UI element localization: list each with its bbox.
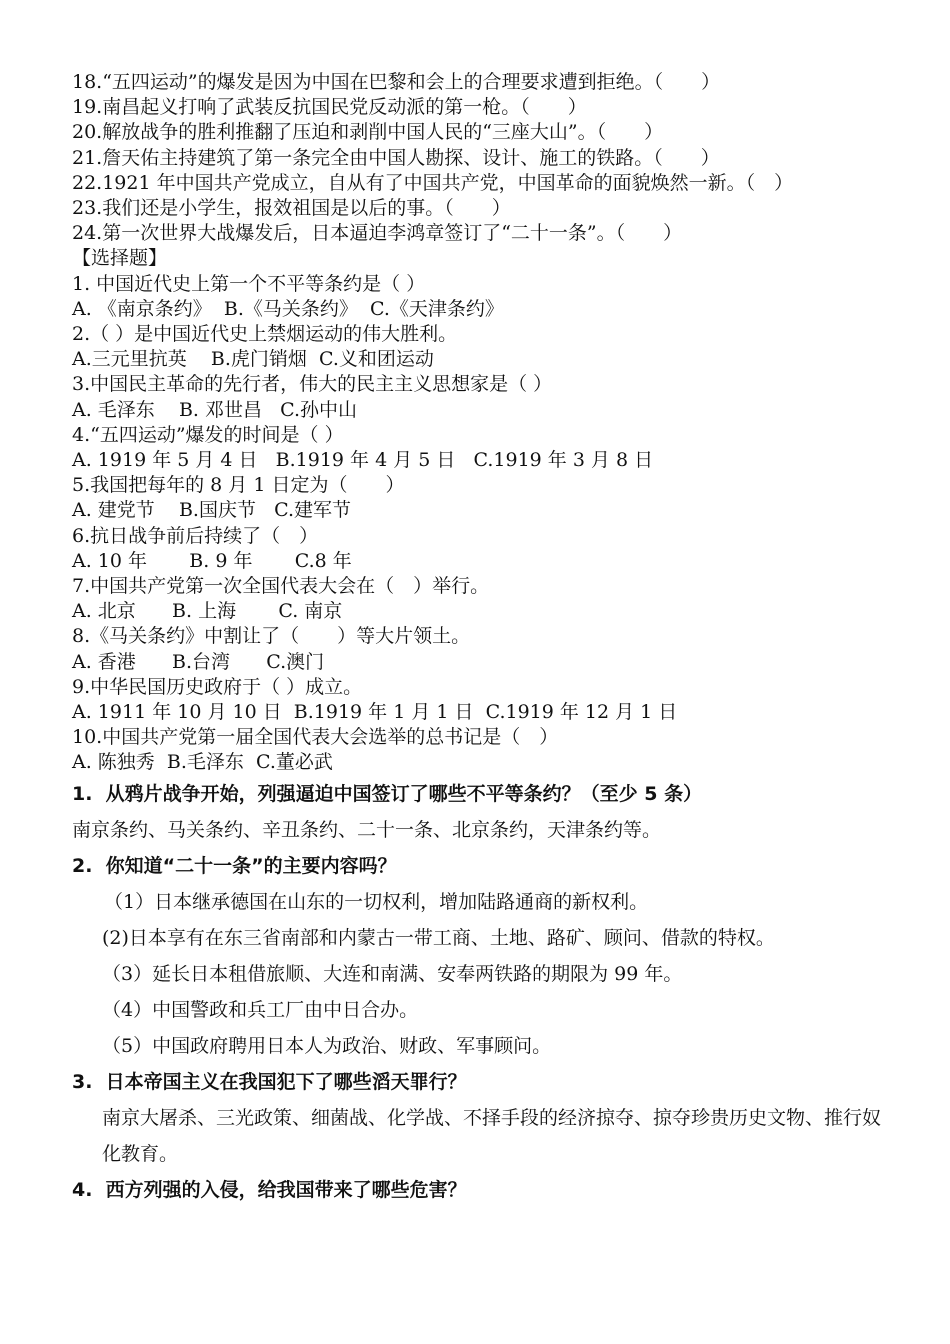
- judge-item-20: 20.解放战争的胜利推翻了压迫和剥削中国人民的“三座大山”。（ ）: [72, 121, 664, 144]
- short-question-1: 1. 从鸦片战争开始，列强逼迫中国签订了哪些不平等条约？（至少 5 条）: [72, 782, 703, 805]
- choice-options-5: A. 建党节 B.国庆节 C.建军节: [72, 499, 351, 522]
- judge-item-23: 23.我们还是小学生，报效祖国是以后的事。（ ）: [72, 197, 511, 220]
- choice-options-6: A. 10 年 B. 9 年 C.8 年: [72, 549, 352, 572]
- short-answer-2-point-5: （5）中国政府聘用日本人为政治、财政、军事顾问。: [102, 1034, 552, 1057]
- choice-question-6: 6.抗日战争前后持续了（ ）: [72, 524, 319, 547]
- choice-options-1: A. 《南京条约》 B.《马关条约》 C.《天津条约》: [72, 297, 504, 320]
- short-answer-3: 南京大屠杀、三光政策、细菌战、化学战、不择手段的经济掠夺、掠夺珍贵历史文物、推行奴化教育。: [102, 1106, 882, 1165]
- choice-question-8: 8.《马关条约》中割让了（ ）等大片领土。: [72, 625, 471, 648]
- section-heading-choice: 【选择题】: [72, 247, 168, 270]
- multiple-choice-section: [72, 246, 892, 775]
- choice-question-3: 3.中国民主革命的先行者，伟大的民主主义思想家是（ ）: [72, 373, 553, 396]
- short-question-3: 3. 日本帝国主义在我国犯下了哪些滔天罪行？: [72, 1070, 467, 1093]
- choice-options-9: A. 1911 年 10 月 10 日 B.1919 年 1 月 1 日 C.1919 年 12 月 1 日: [72, 701, 678, 724]
- choice-question-7: 7.中国共产党第一次全国代表大会在（ ）举行。: [72, 575, 490, 598]
- judge-item-24: 24.第一次世界大战爆发后，日本逼迫李鸿章签订了“二十一条”。（ ）: [72, 222, 683, 245]
- true-false-section: [72, 70, 892, 246]
- judge-item-21: 21.詹天佑主持建筑了第一条完全由中国人勘探、设计、施工的铁路。（ ）: [72, 146, 720, 169]
- short-question-2: 2. 你知道“二十一条”的主要内容吗？: [72, 854, 397, 877]
- judge-item-22: 22.1921 年中国共产党成立，自从有了中国共产党，中国革命的面貌焕然一新。（ ）: [72, 171, 794, 194]
- choice-options-10: A. 陈独秀 B.毛泽东 C.董必武: [72, 751, 333, 774]
- judge-item-18: 18.“五四运动”的爆发是因为中国在巴黎和会上的合理要求遭到拒绝。（ ）: [72, 71, 721, 93]
- short-answer-2-point-4: （4）中国警政和兵工厂由中日合办。: [102, 998, 419, 1021]
- choice-options-7: A. 北京 B. 上海 C. 南京: [72, 600, 343, 623]
- choice-question-5: 5.我国把每年的 8 月 1 日定为（ ）: [72, 474, 405, 497]
- choice-question-1: 1. 中国近代史上第一个不平等条约是（ ）: [72, 272, 426, 295]
- choice-options-3: A. 毛泽东 B. 邓世昌 C.孙中山: [72, 398, 358, 421]
- short-answer-2-point-1: （1）日本继承德国在山东的一切权利，增加陆路通商的新权利。: [104, 890, 649, 913]
- choice-question-2: 2.（ ）是中国近代史上禁烟运动的伟大胜利。: [72, 323, 458, 346]
- short-answer-section: [72, 776, 892, 1208]
- choice-options-4: A. 1919 年 5 月 4 日 B.1919 年 4 月 5 日 C.1919 年 3 月 8 日: [72, 449, 654, 472]
- choice-options-8: A. 香港 B.台湾 C.澳门: [72, 650, 325, 673]
- short-answer-2-point-2: (2)日本享有在东三省南部和内蒙古一带工商、土地、路矿、顾问、借款的特权。: [102, 926, 775, 949]
- judge-item-19: 19.南昌起义打响了武装反抗国民党反动派的第一枪。（ ）: [72, 96, 587, 119]
- short-answer-2-point-3: （3）延长日本租借旅顺、大连和南满、安奉两铁路的期限为 99 年。: [102, 962, 683, 985]
- choice-question-4: 4.“五四运动”爆发的时间是（ ）: [72, 423, 344, 446]
- document-page: [72, 70, 892, 1208]
- choice-question-10: 10.中国共产党第一届全国代表大会选举的总书记是（ ）: [72, 726, 559, 749]
- short-question-4: 4. 西方列强的入侵，给我国带来了哪些危害？: [72, 1178, 467, 1201]
- choice-question-9: 9.中华民国历史政府于（ ）成立。: [72, 675, 363, 698]
- choice-options-2: A.三元里抗英 B.虎门销烟 C.义和团运动: [72, 348, 434, 371]
- short-answer-1: 南京条约、马关条约、辛丑条约、二十一条、北京条约，天津条约等。: [72, 818, 662, 841]
